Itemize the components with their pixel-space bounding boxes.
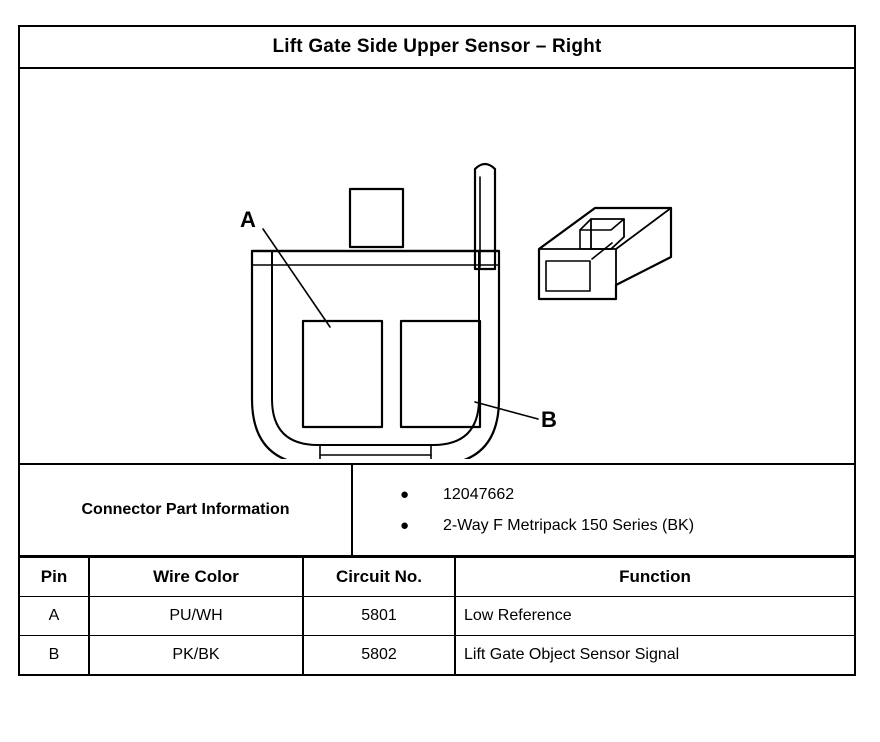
connector-top-tab — [350, 189, 403, 247]
cell-circuit-no: 5802 — [303, 636, 455, 675]
column-header-function: Function — [619, 567, 691, 586]
connector-illustration — [20, 69, 854, 465]
cell-function: Low Reference — [455, 597, 854, 636]
side-view-latch-side — [580, 219, 591, 249]
connector-part-information-label: Connector Part Information — [81, 501, 290, 518]
table-row — [20, 636, 854, 675]
bullet-icon: ● — [399, 486, 409, 503]
part-info-item — [353, 479, 854, 510]
left-terminal-cavity — [303, 321, 382, 427]
page-title: Lift Gate Side Upper Sensor – Right — [272, 36, 602, 57]
cell-function: Lift Gate Object Sensor Signal — [455, 636, 854, 675]
column-header-pin: Pin — [40, 567, 68, 586]
side-view-slot-front — [546, 261, 590, 291]
cell-pin: B — [20, 636, 89, 675]
connector-drawing-svg — [20, 69, 854, 459]
connector-part-information-values — [353, 465, 854, 555]
callout-label-a: A — [240, 207, 256, 232]
cell-wire-color: PK/BK — [89, 636, 303, 675]
table-row — [20, 597, 854, 636]
part-info-item — [353, 510, 854, 541]
callout-label-b: B — [541, 407, 557, 432]
callout-b-leader — [475, 402, 538, 419]
side-view-face-edge — [539, 249, 616, 285]
connector-datasheet — [18, 25, 856, 676]
connector-part-information-row — [20, 465, 854, 557]
right-terminal-cavity — [401, 321, 480, 427]
pin-table — [20, 557, 854, 674]
cell-circuit-no: 5801 — [303, 597, 455, 636]
column-header-circuit-no: Circuit No. — [336, 567, 422, 586]
table-header-row — [20, 558, 854, 597]
side-view-bottom-fold — [616, 257, 671, 299]
side-view-slot-edge — [592, 243, 612, 259]
part-description-value: 2-Way F Metripack 150 Series (BK) — [443, 516, 695, 534]
part-number-value: 12047662 — [443, 485, 515, 503]
callout-a-leader — [263, 229, 330, 327]
cell-pin: A — [20, 597, 89, 636]
connector-part-information-label-cell — [20, 465, 353, 555]
side-view-top-fold — [539, 208, 595, 249]
sheet-title-bar — [20, 27, 854, 69]
bullet-icon: ● — [399, 517, 409, 534]
cell-wire-color: PU/WH — [89, 597, 303, 636]
column-header-wire-color: Wire Color — [153, 567, 239, 586]
